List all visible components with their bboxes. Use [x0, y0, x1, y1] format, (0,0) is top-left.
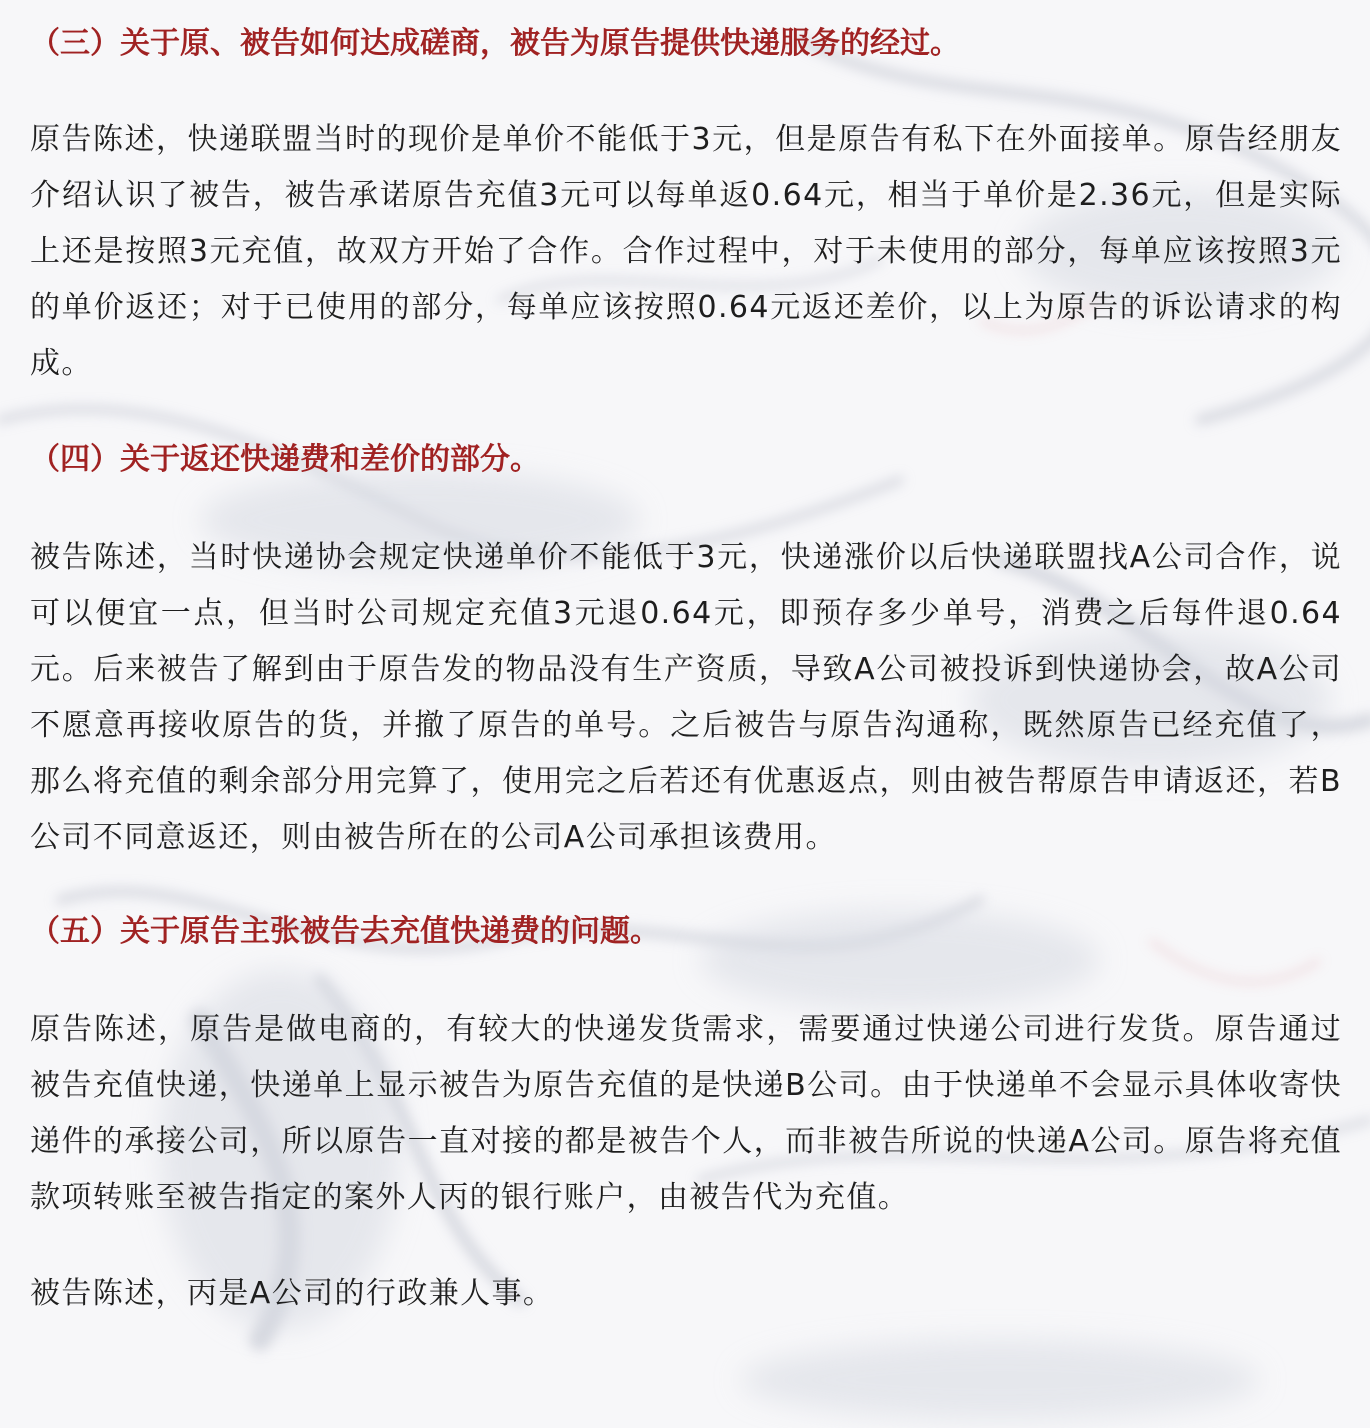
section-heading-4: （四）关于返还快递费和差价的部分。 [30, 442, 540, 477]
section-5-paragraph-plaintiff: 原告陈述，原告是做电商的，有较大的快递发货需求，需要通过快递公司进行发货。原告通过被告充值快递，快递单上显示被告为原告充值的是快递B公司。由于快递单不会显示具体收寄快递件的承接公司，所以原告一直对接的都是被告个人，而非被告所说的快递A公司。原告将充值款项转账至被告指定的案外人丙的银行账户，由被告代为充值。 [30, 1012, 1342, 1215]
section-heading-5: （五）关于原告主张被告去充值快递费的问题。 [30, 914, 660, 949]
section-heading-3: （三）关于原、被告如何达成磋商，被告为原告提供快递服务的经过。 [30, 26, 960, 61]
section-4-paragraph-defendant: 被告陈述，当时快递协会规定快递单价不能低于3元，快递涨价以后快递联盟找A公司合作，说可以便宜一点，但当时公司规定充值3元退0.64元，即预存多少单号，消费之后每件退0.64元。后来被告了解到由于原告发的物品没有生产资质，导致A公司被投诉到快递协会，故A公司不愿意再接收原告的货，并撤了原告的单号。之后被告与原告沟通称，既然原告已经充值了，那么将充值的剩余部分用完算了，使用完之后若还有优惠返点，则由被告帮原告申请返还，若B公司不同意返还，则由被告所在的公司A公司承担该费用。 [30, 540, 1342, 855]
section-5-paragraph-defendant: 被告陈述，丙是A公司的行政兼人事。 [30, 1276, 555, 1311]
section-3-paragraph-plaintiff: 原告陈述，快递联盟当时的现价是单价不能低于3元，但是原告有私下在外面接单。原告经朋友介绍认识了被告，被告承诺原告充值3元可以每单返0.64元，相当于单价是2.36元，但是实际上还是按照3元充值，故双方开始了合作。合作过程中，对于未使用的部分，每单应该按照3元的单价返还；对于已使用的部分，每单应该按照0.64元返还差价，以上为原告的诉讼请求的构成。 [30, 122, 1342, 381]
